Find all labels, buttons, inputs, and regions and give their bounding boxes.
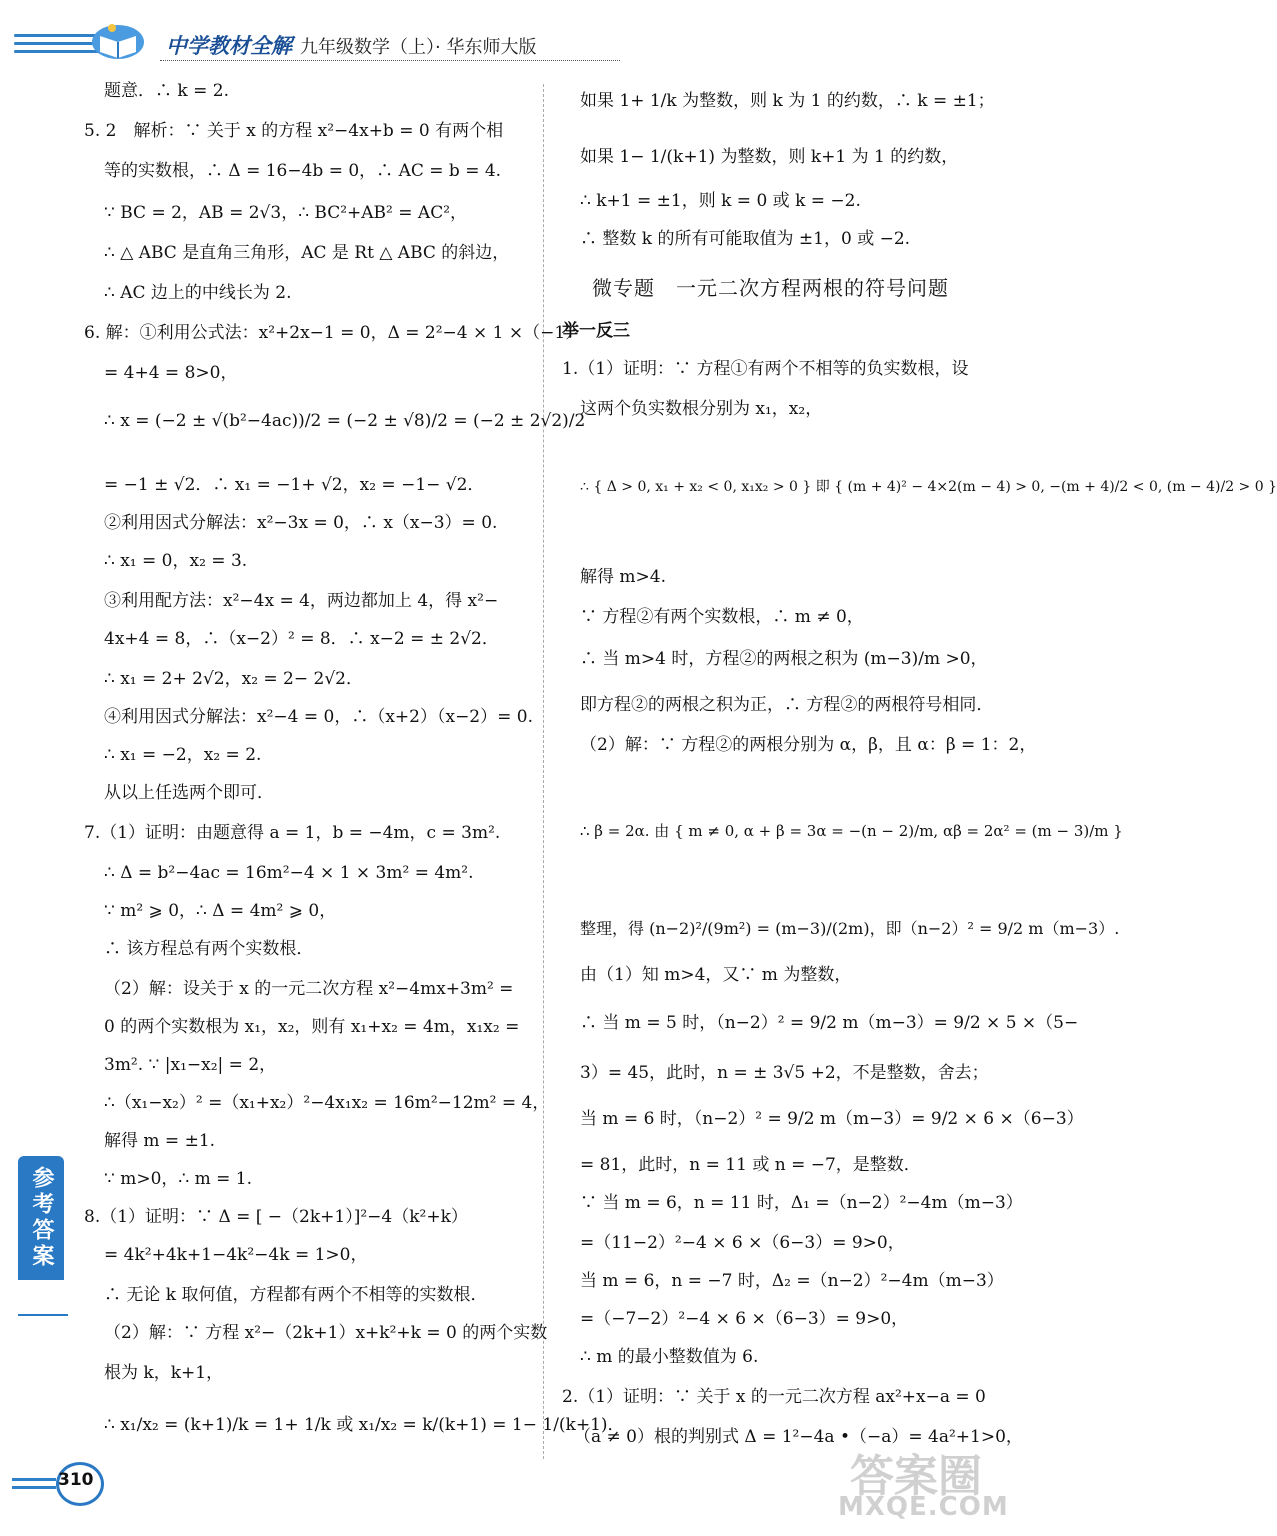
- header-rule: [160, 60, 620, 61]
- system-of-equations: ∴ β = 2α. 由 { m ≠ 0, α + β = 3α = −(n − 2)/m, αβ = 2α² = (m − 3)/m }: [580, 822, 1123, 840]
- text-line: ∴ 当 m>4 时，方程②的两根之积为 (m−3)/m >0，: [580, 649, 988, 669]
- text-line: 等的实数根，∴ Δ = 16−4b = 0，∴ AC = b = 4.: [104, 161, 502, 181]
- text-line: 如果 1+ 1/k 为整数，则 k 为 1 的约数，∴ k = ±1；: [580, 91, 995, 111]
- text-line: ∴（x₁−x₂）² =（x₁+x₂）²−4x₁x₂ = 16m²−12m² = 4，: [104, 1093, 550, 1113]
- text-line: 由（1）知 m>4，又∵ m 为整数，: [580, 965, 852, 985]
- book-series-title: 中学教材全解: [166, 34, 292, 58]
- text-line: ∴ x₁ = −2，x₂ = 2.: [104, 745, 262, 765]
- watermark-text: 答案圈: [850, 1451, 982, 1502]
- text-line: 解得 m>4.: [580, 567, 666, 587]
- text-line: 8.（1）证明：∵ Δ = [ −（2k+1）]²−4（k²+k）: [84, 1207, 468, 1227]
- text-line: 3m². ∵ |x₁−x₂| = 2，: [104, 1055, 277, 1075]
- text-line: 1.（1）证明：∵ 方程①有两个不相等的负实数根，设: [562, 359, 969, 379]
- text-line: ②利用因式分解法：x²−3x = 0，∴ x（x−3）= 0.: [104, 513, 498, 533]
- text-line: 当 m = 6，n = −7 时，Δ₂ =（n−2）²−4m（m−3）: [580, 1271, 1004, 1291]
- section-title: 微专题 一元二次方程两根的符号问题: [592, 276, 949, 300]
- text-line: ∴ m 的最小整数值为 6.: [580, 1347, 759, 1367]
- text-line: = −1 ± √2．∴ x₁ = −1+ √2，x₂ = −1− √2．: [104, 475, 485, 495]
- book-logo-icon: [88, 20, 148, 62]
- text-line: ∴ 整数 k 的所有可能取值为 ±1，0 或 −2.: [580, 229, 911, 249]
- side-tab-rule: [18, 1314, 68, 1316]
- page-number-decoration: [12, 1478, 56, 1494]
- text-line: = 4+4 = 8>0，: [104, 363, 238, 383]
- text-line: 从以上任选两个即可．: [104, 783, 274, 803]
- text-line: 3）= 45，此时，n = ± 3√5 +2，不是整数，舍去；: [580, 1063, 989, 1083]
- text-line: ∴ Δ = b²−4ac = 16m²−4 × 1 × 3m² = 4m².: [104, 863, 474, 883]
- text-line: ③利用配方法：x²−4x = 4，两边都加上 4，得 x²−: [104, 591, 499, 611]
- text-line: =（11−2）²−4 × 6 ×（6−3）= 9>0，: [580, 1233, 905, 1253]
- text-line: 根为 k，k+1，: [104, 1363, 224, 1383]
- text-line: = 4k²+4k+1−4k²−4k = 1>0，: [104, 1245, 368, 1265]
- text-line: 7.（1）证明：由题意得 a = 1，b = −4m，c = 3m².: [84, 823, 501, 843]
- text-line: （a ≠ 0）根的判别式 Δ = 1²−4a •（−a）= 4a²+1>0，: [574, 1427, 1023, 1447]
- text-line: （2）解：∵ 方程 x²−（2k+1）x+k²+k = 0 的两个实数: [104, 1323, 548, 1343]
- text-line: ∴ 该方程总有两个实数根．: [104, 939, 314, 959]
- text-line: 整理，得 (n−2)²/(9m²) = (m−3)/(2m)，即（n−2）² = 9/2 m（m−3）.: [580, 919, 1120, 938]
- text-line: 5. 2 解析：∵ 关于 x 的方程 x²−4x+b = 0 有两个相: [84, 121, 504, 141]
- text-line: 6. 解：①利用公式法：x²+2x−1 = 0，Δ = 2²−4 × 1 ×（−1）: [84, 323, 583, 343]
- text-line: （2）解：∵ 方程②的两根分别为 α，β，且 α：β = 1：2，: [580, 735, 1037, 755]
- system-of-inequalities: ∴ { Δ > 0, x₁ + x₂ < 0, x₁x₂ > 0 } 即 { (m + 4)² − 4×2(m − 4) > 0, −(m + 4)/2 < 0, (m − 4)/2 > 0 }: [580, 479, 1277, 495]
- column-divider: [543, 84, 544, 1459]
- subsection-heading: 举一反三: [562, 321, 630, 341]
- text-line: 0 的两个实数根为 x₁，x₂，则有 x₁+x₂ = 4m，x₁x₂ =: [104, 1017, 520, 1037]
- watermark-url: MXQE.COM: [838, 1492, 1009, 1522]
- text-line: ∴ x₁ = 2+ 2√2，x₂ = 2− 2√2．: [104, 669, 363, 689]
- text-line: 4x+4 = 8，∴（x−2）² = 8．∴ x−2 = ± 2√2．: [104, 629, 499, 649]
- text-line: 如果 1− 1/(k+1) 为整数，则 k+1 为 1 的约数，: [580, 147, 959, 167]
- text-line: ∴ 当 m = 5 时，（n−2）² = 9/2 m（m−3）= 9/2 × 5 ×（5−: [580, 1013, 1079, 1033]
- text-line: 2.（1）证明：∵ 关于 x 的一元二次方程 ax²+x−a = 0: [562, 1387, 986, 1407]
- watermark-logo: [830, 1440, 1009, 1530]
- text-line: =（−7−2）²−4 × 6 ×（6−3）= 9>0，: [580, 1309, 909, 1329]
- text-line: ∴ 无论 k 取何值，方程都有两个不相等的实数根．: [104, 1285, 488, 1305]
- text-line: 即方程②的两根之积为正，∴ 方程②的两根符号相同．: [580, 695, 994, 715]
- text-line: = 81，此时，n = 11 或 n = −7，是整数．: [580, 1155, 921, 1175]
- text-line: ∵ m>0，∴ m = 1.: [104, 1169, 253, 1189]
- text-line: 当 m = 6 时，（n−2）² = 9/2 m（m−3）= 9/2 × 6 ×（6−3）: [580, 1109, 1084, 1129]
- formula-line: ∴ x = (−2 ± √(b²−4ac))/2 = (−2 ± √8)/2 = (−2 ± 2√2)/2: [104, 411, 586, 431]
- text-line: ∴ k+1 = ±1，则 k = 0 或 k = −2.: [580, 191, 861, 211]
- text-line: ∵ 方程②有两个实数根，∴ m ≠ 0，: [580, 607, 864, 627]
- text-line: 题意．∴ k = 2.: [104, 81, 229, 101]
- text-line: ∴ x₁ = 0，x₂ = 3.: [104, 551, 248, 571]
- book-subtitle: 九年级数学（上）· 华东师大版: [300, 37, 537, 58]
- answer-section-tab: 参考答案: [18, 1156, 64, 1280]
- text-line: ④利用因式分解法：x²−4 = 0，∴（x+2）（x−2）= 0.: [104, 707, 533, 727]
- text-line: ∴ AC 边上的中线长为 2.: [104, 283, 292, 303]
- text-line: 这两个负实数根分别为 x₁，x₂，: [580, 399, 823, 419]
- page-number: 310: [58, 1470, 94, 1490]
- text-line: ∵ BC = 2，AB = 2√3，∴ BC²+AB² = AC²，: [104, 203, 468, 223]
- text-line: ∵ 当 m = 6，n = 11 时，Δ₁ =（n−2）²−4m（m−3）: [580, 1193, 1023, 1213]
- formula-line: ∴ x₁/x₂ = (k+1)/k = 1+ 1/k 或 x₁/x₂ = k/(k+1) = 1− 1/(k+1)．: [104, 1415, 625, 1435]
- text-line: 解得 m = ±1.: [104, 1131, 216, 1151]
- text-line: ∵ m² ⩾ 0，∴ Δ = 4m² ⩾ 0，: [104, 901, 337, 921]
- text-line: ∴ △ ABC 是直角三角形，AC 是 Rt △ ABC 的斜边，: [104, 243, 510, 263]
- text-line: （2）解：设关于 x 的一元二次方程 x²−4mx+3m² =: [104, 979, 514, 999]
